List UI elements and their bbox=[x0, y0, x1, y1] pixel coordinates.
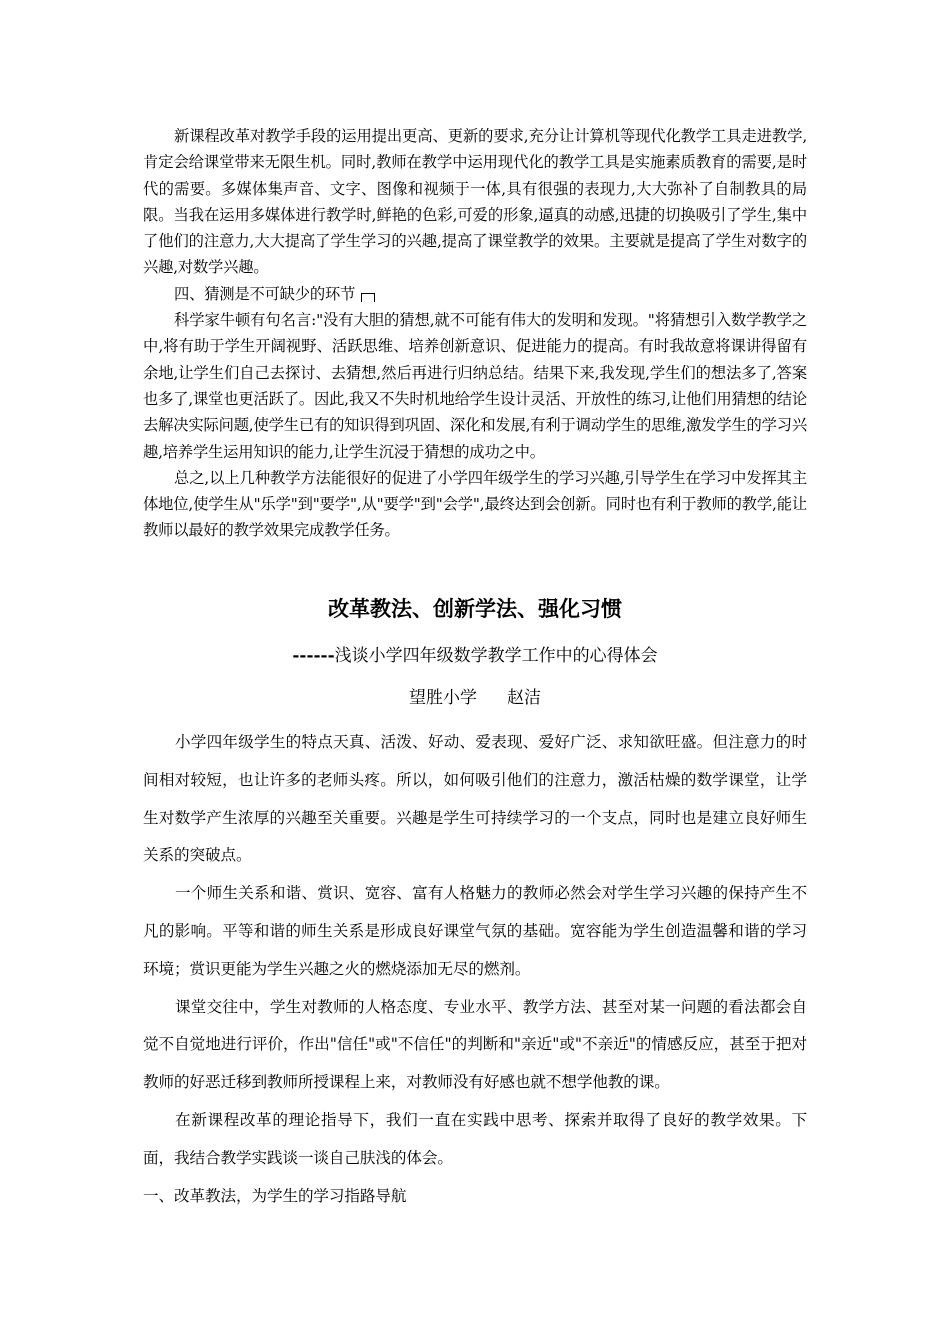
article-byline bbox=[143, 684, 807, 712]
section-heading-4 bbox=[143, 281, 807, 307]
upper-paragraph-2: 科学家牛顿有句名言:"没有大胆的猜想,就不可能有伟大的发明和发现。"将猜想引入数学教学之中,将有助于学生开阔视野、活跃思维、培养创新意识、促进能力的提高。有时我故意将课讲得留有余地,让学生们自己去探讨、去猜想,然后再进行归纳总结。结果下来,我发现,学生们的想法多了,答案也多了,课堂也更活跃了。因此,我又不失时机地给学生设计灵活、开放性的练习,让他们用猜想的结论去解决实际问题,使学生已有的知识得到巩固、深化和发展,有利于调动学生的思维,激发学生的学习兴趣,培养学生运用知识的能力,让学生沉浸于猜想的成功之中。 bbox=[143, 311, 807, 461]
subtitle-text: 浅谈小学四年级数学教学工作中的心得体会 bbox=[334, 646, 658, 666]
upper-paragraph-3: 总之,以上几种教学方法能很好的促进了小学四年级学生的学习兴趣,引导学生在学习中发挥其主体地位,使学生从"乐学"到"要学",从"要学"到"会学",最终达到会创新。同时也有利于教师的教学,能让教师以最好的教学效果完成教学任务。 bbox=[143, 468, 807, 540]
article-title: 改革教法、创新学法、强化习惯 bbox=[328, 596, 622, 621]
section-heading-4-text: 四、猜测是不可缺少的环节 bbox=[174, 284, 356, 303]
article-subtitle bbox=[143, 642, 807, 670]
bracket-mark-icon bbox=[361, 293, 375, 302]
article-paragraph-3: 课堂交往中，学生对教师的人格态度、专业水平、教学方法、甚至对某一问题的看法都会自觉不自觉地进行评价，作出"信任"或"不信任"的判断和"亲近"或"不亲近"的情感反应，甚至于把对教师的好恶迁移到教师所授课程上来，对教师没有好感也就不想学他教的课。 bbox=[143, 997, 807, 1092]
article-paragraph-2: 一个师生关系和谐、赏识、宽容、富有人格魅力的教师必然会对学生学习兴趣的保持产生不凡的影响。平等和谐的师生关系是形成良好课堂气氛的基础。宽容能为学生创造温馨和谐的学习环境；赏识更能为学生兴趣之火的燃烧添加无尽的燃剂。 bbox=[143, 884, 807, 978]
subtitle-dash: ------ bbox=[292, 646, 335, 666]
article-paragraph-4: 在新课程改革的理论指导下，我们一直在实践中思考、探索并取得了良好的教学效果。下面，我结合教学实践谈一谈自己肤浅的体会。 bbox=[143, 1110, 807, 1167]
author-name: 赵洁 bbox=[507, 688, 541, 708]
school-name: 望胜小学 bbox=[409, 688, 477, 708]
upper-section bbox=[143, 123, 807, 544]
article-paragraph-1: 小学四年级学生的特点天真、活泼、好动、爱表现、爱好广泛、求知欲旺盛。但注意力的时间相对较短，也让许多的老师头疼。所以，如何吸引他们的注意力，激活枯燥的数学课堂，让学生对数学产生浓厚的兴趣至关重要。兴趣是学生可持续学习的一个支点，同时也是建立良好师生关系的突破点。 bbox=[143, 733, 807, 865]
article-section-heading: 一、改革教法，为学生的学习指路导航 bbox=[143, 1186, 407, 1205]
article-body bbox=[143, 724, 807, 1215]
upper-paragraph-1: 新课程改革对教学手段的运用提出更高、更新的要求,充分让计算机等现代化教学工具走进教学,肯定会给课堂带来无限生机。同时,教师在教学中运用现代化的教学工具是实施素质教育的需要,是时代的需要。多媒体集声音、文字、图像和视频于一体,具有很强的表现力,大大弥补了自制教具的局限。当我在运用多媒体进行教学时,鲜艳的色彩,可爱的形象,逼真的动感,迅捷的切换吸引了学生,集中了他们的注意力,大大提高了学生学习的兴趣,提高了课堂教学的效果。主要就是提高了学生对数字的兴趣,对数学兴趣。 bbox=[143, 127, 807, 277]
